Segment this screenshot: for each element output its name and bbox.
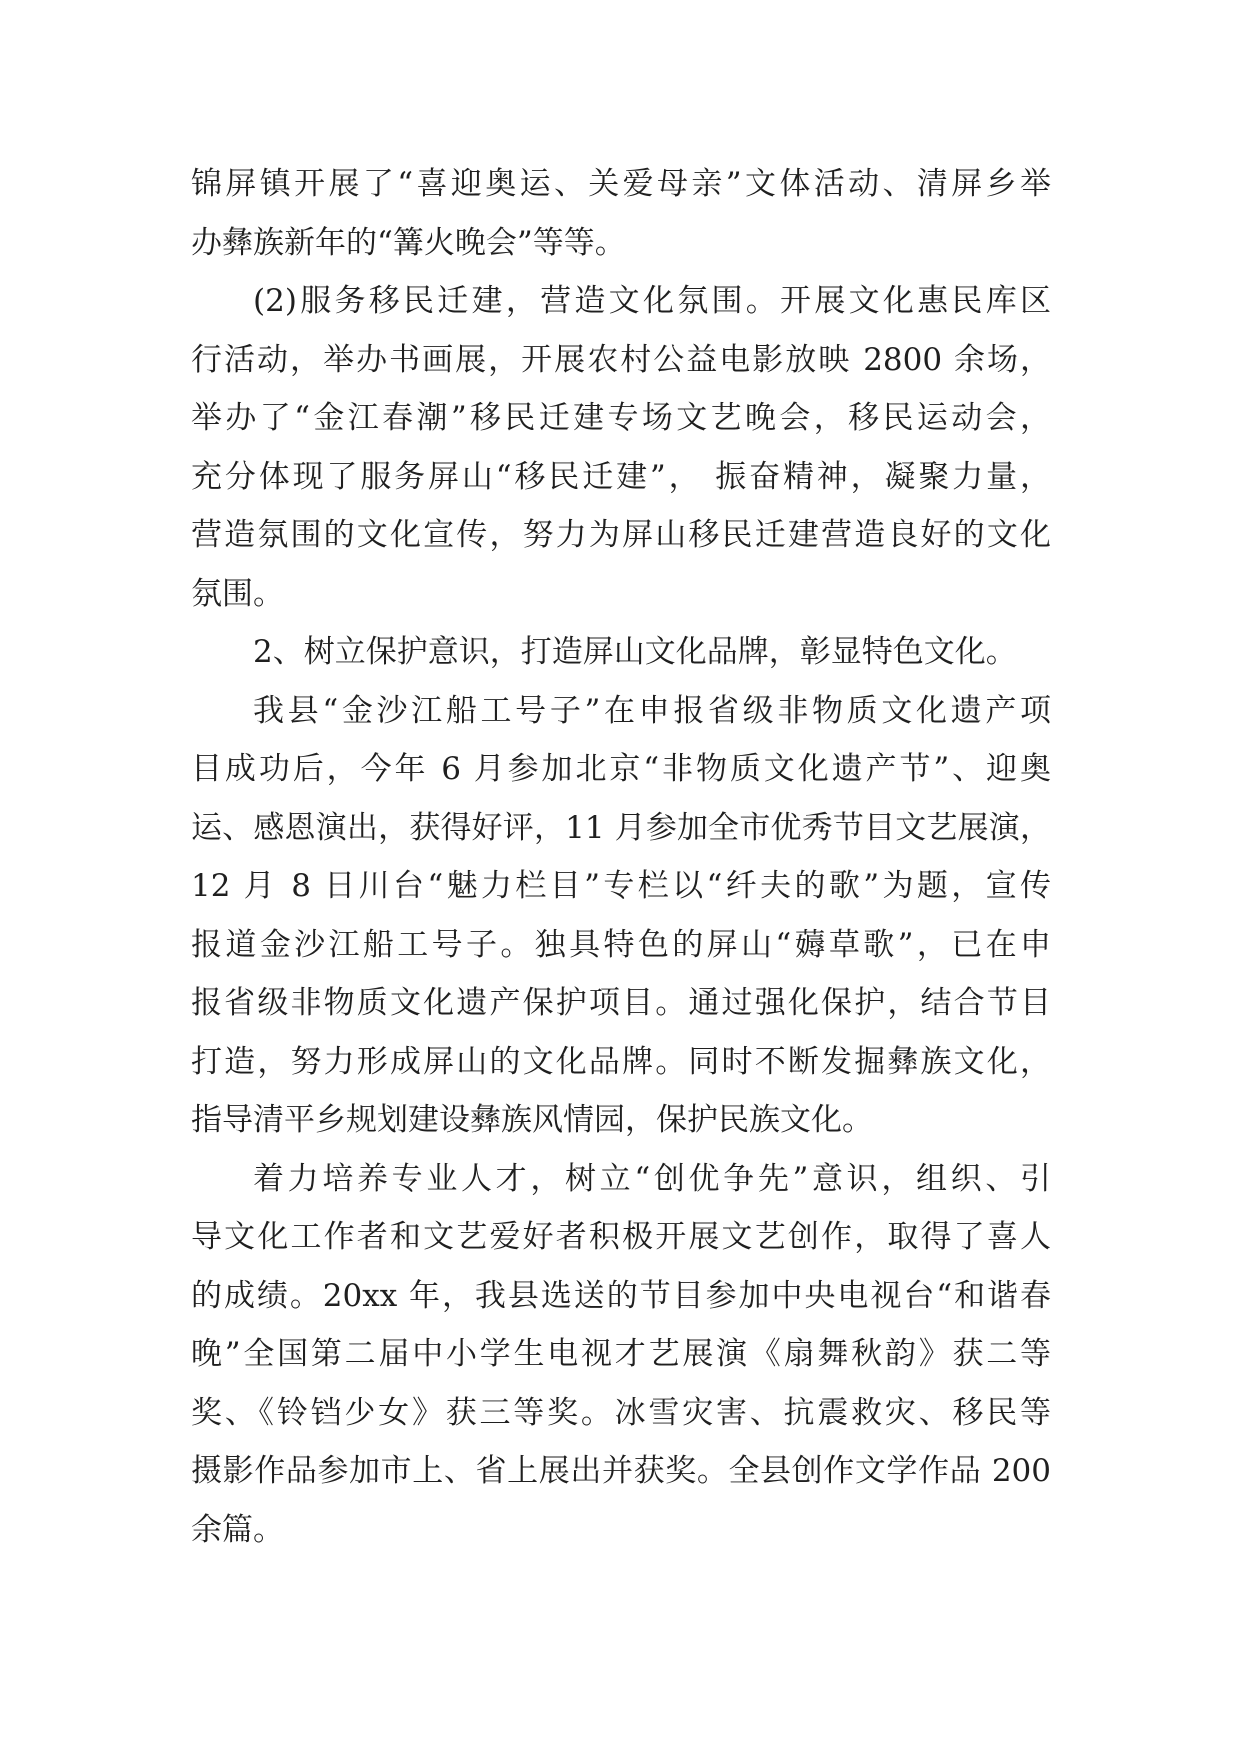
body-text-line: 12 月 8 日川台“魅力栏目”专栏以“纤夫的歌”为题，宣传 <box>191 868 1051 904</box>
body-text-line: 我县“金沙江船工号子”在申报省级非物质文化遗产项 <box>253 692 1051 729</box>
document-body <box>191 155 1051 1559</box>
body-text-line: 营造氛围的文化宣传，努力为屏山移民迁建营造良好的文化 <box>191 517 1051 553</box>
body-text-line: 报道金沙江船工号子。独具特色的屏山“薅草歌”，已在申 <box>191 926 1051 963</box>
body-text-line: 2、树立保护意识，打造屏山文化品牌，彰显特色文化。 <box>253 634 1017 670</box>
body-text-line: 着力培养专业人才，树立“创优争先”意识，组织、引 <box>253 1160 1051 1197</box>
body-text-line: 指导清平乡规划建设彝族风情园，保护民族文化。 <box>191 1102 873 1138</box>
body-text-line: (2)服务移民迁建，营造文化氛围。开展文化惠民库区 <box>253 283 1051 319</box>
body-text-line: 打造，努力形成屏山的文化品牌。同时不断发掘彝族文化， <box>191 1043 1051 1080</box>
body-text-line: 报省级非物质文化遗产保护项目。通过强化保护，结合节目 <box>191 985 1051 1021</box>
body-text-line: 氛围。 <box>191 575 284 612</box>
body-text-line: 举办了“金江春潮”移民迁建专场文艺晚会，移民运动会， <box>191 400 1051 436</box>
body-text-line: 充分体现了服务屏山“移民迁建”， 振奋精神，凝聚力量， <box>191 458 1051 495</box>
body-text-line: 晚”全国第二届中小学生电视才艺展演《扇舞秋韵》获二等 <box>191 1336 1051 1372</box>
body-text-line: 锦屏镇开展了“喜迎奥运、关爱母亲”文体活动、清屏乡举 <box>191 166 1051 202</box>
body-text-line: 摄影作品参加市上、省上展出并获奖。全县创作文学作品 200 <box>191 1453 1051 1489</box>
body-text-line: 余篇。 <box>191 1511 284 1548</box>
body-text-line: 行活动，举办书画展，开展农村公益电影放映 2800 余场， <box>191 341 1051 378</box>
body-text-line: 目成功后，今年 6 月参加北京“非物质文化遗产节”、迎奥 <box>191 751 1051 787</box>
body-text-line: 办彝族新年的“篝火晚会”等等。 <box>191 224 626 261</box>
body-text-line: 奖、《铃铛少女》获三等奖。冰雪灾害、抗震救灾、移民等 <box>191 1394 1051 1431</box>
body-text-line: 的成绩。20xx 年，我县选送的节目参加中央电视台“和谐春 <box>191 1277 1051 1314</box>
body-text-line: 运、感恩演出，获得好评，11 月参加全市优秀节目文艺展演， <box>191 809 1051 846</box>
body-text-line: 导文化工作者和文艺爱好者积极开展文艺创作，取得了喜人 <box>191 1219 1051 1255</box>
